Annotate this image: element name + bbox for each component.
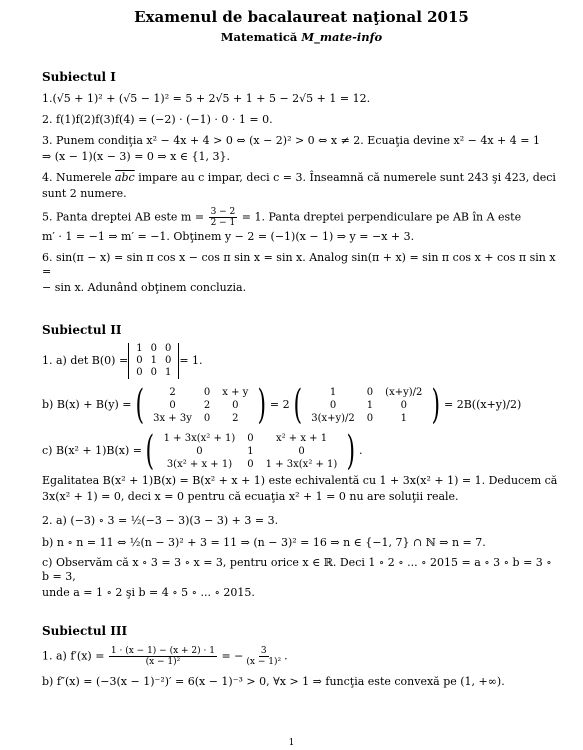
matrix-half: ( 1 0 (x+y)/2 0 1 0 3(x+y)/2 0 1 ) xyxy=(293,382,441,428)
matrix-sum-cell: 0 xyxy=(203,412,211,424)
s1-item-2: 2. f(1)f(2)f(3)f(4) = (−2) · (−1) · 0 · 1 = 0. xyxy=(42,113,273,126)
s1-item-4a-part1: 4. Numerele xyxy=(42,171,115,184)
s2-item-1b-post: = 2B((x+y)/2) xyxy=(443,398,522,411)
s3-item-1a-mid: = − xyxy=(217,649,244,663)
fraction-denominator: (x − 1)² xyxy=(145,657,181,667)
matrix-half-cell: 0 xyxy=(366,386,374,398)
matrix-sum-cell: 0 xyxy=(232,399,239,411)
determinant-b0 xyxy=(128,343,179,379)
s2-item-2a: 2. a) (−3) ∘ 3 = ½(−3 − 3)(3 − 3) + 3 = 3. xyxy=(42,514,279,527)
s1-item-4a-part2: impare au c impar, deci c = 3. Înseamnă că numerele sunt 243 şi 423, deci xyxy=(134,171,556,184)
document-subtitle xyxy=(42,30,561,44)
matrix-product-cell: 0 xyxy=(298,445,305,457)
s2-item-1a-pre: 1. a) det B(0) = xyxy=(42,354,129,367)
s2-item-1c-post: . xyxy=(358,444,363,457)
determinant-cell: 0 xyxy=(136,367,143,378)
s1-item-6a: 6. sin(π − x) = sin π cos x − cos π sin x = sin x. Analog sin(π + x) = sin π cos x + cos π sin x = xyxy=(42,251,556,278)
s2-item-1c-text-b: 3x(x² + 1) = 0, deci x = 0 pentru că ecuaţia x² + 1 = 0 nu are soluţii reale. xyxy=(42,490,459,503)
fraction-denominator: (x − 1)² xyxy=(246,657,282,667)
s1-item-1: 1.(√5 + 1)² + (√5 − 1)² = 5 + 2√5 + 1 + 5 − 2√5 + 1 = 12. xyxy=(42,92,371,105)
s2-item-1c-text-a: Egalitatea B(x² + 1)B(x) = B(x² + x + 1) este echivalentă cu 1 + 3x(x² + 1) = 1. Deducem că xyxy=(42,474,558,487)
s2-item-1c xyxy=(42,428,561,474)
fraction-numerator: 3 − 2 xyxy=(210,207,236,217)
matrix-sum-cell: 2 xyxy=(232,412,239,424)
s1-item-5a-part1: 5. Panta dreptei AB este m = xyxy=(42,210,208,224)
determinant-cell: 1 xyxy=(136,343,143,354)
s1-item-5a-fraction xyxy=(209,207,238,228)
s1-item-4a xyxy=(42,171,561,185)
s2-item-2b: b) n ∘ n = 11 ⇔ ½(n − 3)² + 3 = 11 ⇒ (n − 3)² = 16 ⇒ n ∈ {−1, 7} ∩ ℕ ⇒ n = 7. xyxy=(42,536,486,549)
matrix-sum-cell: 0 xyxy=(169,399,176,411)
s2-item-2c-b: unde a = 1 ∘ 2 şi b = 4 ∘ 5 ∘ ... ∘ 2015. xyxy=(42,586,255,599)
s1-item-5b: m′ · 1 = −1 ⇒ m′ = −1. Obţinem y − 2 = (−1)(x − 1) ⇒ y = −x + 3. xyxy=(42,230,415,243)
subtitle-profile: M_mate-info xyxy=(301,30,383,44)
section-2 xyxy=(42,323,561,600)
s2-item-1a-post: = 1. xyxy=(179,354,203,367)
matrix-product-cell: 1 xyxy=(247,445,254,457)
fraction-numerator: 1 · (x − 1) − (x + 2) · 1 xyxy=(110,646,215,656)
matrix-product-cell: 1 + 3x(x² + 1) xyxy=(265,458,338,470)
s2-item-1a xyxy=(42,343,561,379)
matrix-product-cell: 1 + 3x(x² + 1) xyxy=(163,432,236,444)
s1-item-3a: 3. Punem condiţia x² − 4x + 4 > 0 ⇔ (x − 2)² > 0 ⇔ x ≠ 2. Ecuaţia devine x² − 4x + 4 = 1 xyxy=(42,134,540,147)
section-1-heading: Subiectul I xyxy=(42,70,116,84)
determinant-cell: 1 xyxy=(164,367,172,378)
matrix-half-cell: 0 xyxy=(400,399,407,411)
matrix-half-cell: 0 xyxy=(366,412,374,424)
s1-item-3b: ⇒ (x − 1)(x − 3) = 0 ⇒ x ∈ {1, 3}. xyxy=(42,150,230,163)
derivative-fraction xyxy=(109,646,217,667)
s1-item-4a-abc: $\overline{abc}$ xyxy=(114,171,135,184)
matrix-sum: ( 2 0 x + y 0 2 0 3x + 3y 0 2 ) xyxy=(135,382,267,428)
determinant-cell: 0 xyxy=(136,355,143,366)
s1-item-4b: sunt 2 numere. xyxy=(42,187,127,200)
s3-item-1b: b) f″(x) = (−3(x − 1)⁻²)′ = 6(x − 1)⁻³ > 0, ∀x > 1 ⇒ funcţia este convexă pe (1, +∞). xyxy=(42,675,505,688)
fraction-numerator: 3 xyxy=(260,646,267,656)
s1-item-5a xyxy=(42,207,561,228)
s1-item-5a-part2: = 1. Panta dreptei perpendiculare pe AB în A este xyxy=(238,210,522,224)
matrix-sum-cell: 0 xyxy=(203,386,211,398)
fraction-denominator: 2 − 1 xyxy=(210,218,236,228)
matrix-product-cell: 3(x² + x + 1) xyxy=(166,458,233,470)
subtitle-prefix: Matematică xyxy=(220,30,302,44)
matrix-sum-cell: 2 xyxy=(169,386,176,398)
matrix-half-cell: 1 xyxy=(366,399,374,411)
matrix-sum-cell: 2 xyxy=(203,399,211,411)
s2-item-1b xyxy=(42,382,561,428)
s2-item-1b-mid: = 2 xyxy=(269,398,290,411)
determinant-cell: 0 xyxy=(164,343,172,354)
matrix-half-cell: (x+y)/2 xyxy=(385,386,423,398)
section-2-heading: Subiectul II xyxy=(42,323,122,337)
matrix-product-cell: 0 xyxy=(247,432,254,444)
result-fraction xyxy=(244,646,283,667)
document-title: Examenul de bacalaureat naţional 2015 xyxy=(134,8,469,26)
matrix-half-cell: 3(x+y)/2 xyxy=(311,412,355,424)
s3-item-1a-pre: 1. a) f′(x) = xyxy=(42,649,108,663)
matrix-product-cell: 0 xyxy=(247,458,254,470)
matrix-sum-cell: x + y xyxy=(222,386,249,398)
determinant-cell: 0 xyxy=(164,355,172,366)
section-1 xyxy=(42,70,561,295)
s1-item-6b: − sin x. Adunând obţinem concluzia. xyxy=(42,281,247,294)
matrix-half-cell: 1 xyxy=(400,412,407,424)
s2-item-2c-a: c) Observăm că x ∘ 3 = 3 ∘ x = 3, pentru orice x ∈ ℝ. Deci 1 ∘ 2 ∘ ... ∘ 2015 = a ∘ 3 ∘ b = 3 ∘ b = 3, xyxy=(42,556,552,583)
s2-item-1c-pre: c) B(x² + 1)B(x) = xyxy=(42,444,143,457)
section-3-heading: Subiectul III xyxy=(42,624,128,638)
determinant-cell: 1 xyxy=(150,355,157,366)
page-number: 1 xyxy=(288,738,295,748)
matrix-product: ( 1 + 3x(x² + 1) 0 x² + x + 1 0 1 0 3(x² + x + 1) 0 1 + 3x(x² + 1) ) xyxy=(145,428,356,474)
section-3 xyxy=(42,624,561,689)
determinant-cell: 0 xyxy=(150,343,157,354)
s3-item-1a xyxy=(42,646,561,667)
s2-item-1b-pre: b) B(x) + B(y) = xyxy=(42,398,132,411)
matrix-sum-cell: 3x + 3y xyxy=(153,412,192,424)
determinant-cell: 0 xyxy=(150,367,157,378)
s3-item-1a-post: . xyxy=(284,649,288,663)
matrix-half-cell: 1 xyxy=(329,386,337,398)
matrix-half-cell: 0 xyxy=(329,399,337,411)
matrix-product-cell: 0 xyxy=(196,445,203,457)
matrix-product-cell: x² + x + 1 xyxy=(275,432,328,444)
